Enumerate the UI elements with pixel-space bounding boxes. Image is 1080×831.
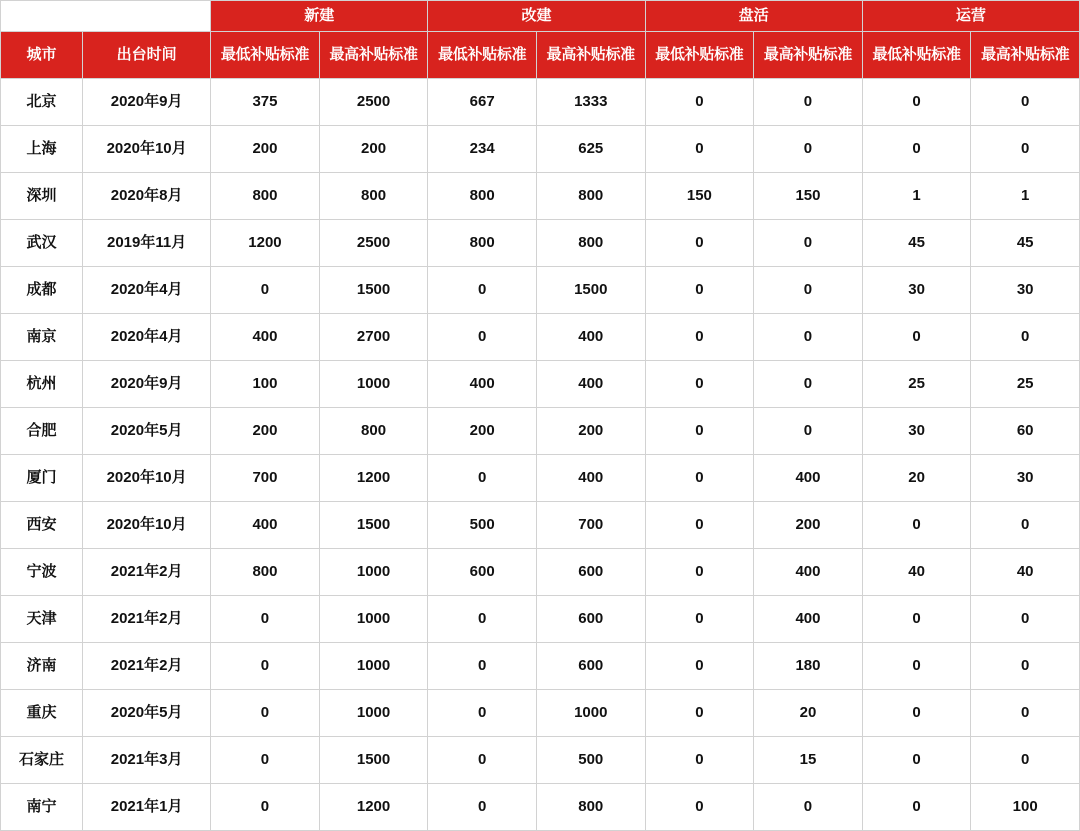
cell-revitalization-min: 0 <box>645 126 754 173</box>
cell-revitalization-min: 0 <box>645 79 754 126</box>
cell-city: 合肥 <box>1 408 83 455</box>
cell-operation-min: 0 <box>862 737 971 784</box>
cell-new-build-max: 2500 <box>319 79 428 126</box>
cell-renovation-min: 800 <box>428 173 537 220</box>
cell-renovation-min: 0 <box>428 455 537 502</box>
cell-renovation-max: 1333 <box>536 79 645 126</box>
cell-renovation-max: 1000 <box>536 690 645 737</box>
cell-new-build-min: 0 <box>211 596 320 643</box>
column-header-operation-max: 最高补贴标准 <box>971 32 1080 79</box>
cell-operation-max: 0 <box>971 126 1080 173</box>
table-row <box>1 690 1080 737</box>
column-header-operation-min: 最低补贴标准 <box>862 32 971 79</box>
cell-operation-max: 0 <box>971 502 1080 549</box>
cell-revitalization-min: 150 <box>645 173 754 220</box>
cell-revitalization-min: 0 <box>645 643 754 690</box>
cell-new-build-min: 400 <box>211 314 320 361</box>
cell-renovation-max: 800 <box>536 173 645 220</box>
cell-renovation-min: 0 <box>428 314 537 361</box>
column-header-new-build-max: 最高补贴标准 <box>319 32 428 79</box>
cell-renovation-min: 234 <box>428 126 537 173</box>
cell-revitalization-max: 400 <box>754 549 863 596</box>
table-row <box>1 737 1080 784</box>
cell-issue-date: 2020年10月 <box>83 455 211 502</box>
cell-renovation-min: 400 <box>428 361 537 408</box>
cell-issue-date: 2020年4月 <box>83 267 211 314</box>
cell-issue-date: 2020年5月 <box>83 690 211 737</box>
cell-new-build-max: 2700 <box>319 314 428 361</box>
table-group-header-row <box>1 1 1080 32</box>
cell-city: 石家庄 <box>1 737 83 784</box>
cell-new-build-max: 1000 <box>319 549 428 596</box>
cell-revitalization-max: 0 <box>754 79 863 126</box>
cell-operation-min: 25 <box>862 361 971 408</box>
cell-revitalization-min: 0 <box>645 267 754 314</box>
cell-new-build-max: 1000 <box>319 643 428 690</box>
table-row <box>1 361 1080 408</box>
cell-operation-min: 0 <box>862 79 971 126</box>
cell-new-build-max: 1000 <box>319 361 428 408</box>
cell-city: 南京 <box>1 314 83 361</box>
cell-issue-date: 2021年2月 <box>83 643 211 690</box>
group-header-renovation: 改建 <box>428 1 645 32</box>
cell-revitalization-max: 20 <box>754 690 863 737</box>
cell-renovation-max: 200 <box>536 408 645 455</box>
table-header <box>1 1 1080 79</box>
header-blank-corner <box>1 1 211 32</box>
cell-revitalization-min: 0 <box>645 220 754 267</box>
cell-city: 武汉 <box>1 220 83 267</box>
cell-new-build-max: 800 <box>319 408 428 455</box>
table-row <box>1 126 1080 173</box>
cell-new-build-min: 0 <box>211 737 320 784</box>
cell-revitalization-max: 0 <box>754 220 863 267</box>
cell-renovation-max: 400 <box>536 361 645 408</box>
column-header-city: 城市 <box>1 32 83 79</box>
cell-renovation-max: 1500 <box>536 267 645 314</box>
cell-revitalization-min: 0 <box>645 502 754 549</box>
table-row <box>1 784 1080 831</box>
cell-new-build-max: 1500 <box>319 267 428 314</box>
cell-operation-max: 0 <box>971 643 1080 690</box>
cell-operation-min: 30 <box>862 408 971 455</box>
cell-renovation-max: 625 <box>536 126 645 173</box>
cell-revitalization-max: 0 <box>754 361 863 408</box>
column-header-revitalization-min: 最低补贴标准 <box>645 32 754 79</box>
cell-city: 济南 <box>1 643 83 690</box>
cell-new-build-max: 1500 <box>319 502 428 549</box>
cell-operation-max: 0 <box>971 79 1080 126</box>
cell-new-build-min: 400 <box>211 502 320 549</box>
table-row <box>1 408 1080 455</box>
cell-renovation-max: 800 <box>536 784 645 831</box>
cell-new-build-max: 1200 <box>319 455 428 502</box>
cell-issue-date: 2020年4月 <box>83 314 211 361</box>
cell-revitalization-min: 0 <box>645 455 754 502</box>
group-header-new-build: 新建 <box>211 1 428 32</box>
column-header-revitalization-max: 最高补贴标准 <box>754 32 863 79</box>
cell-revitalization-max: 15 <box>754 737 863 784</box>
cell-new-build-min: 700 <box>211 455 320 502</box>
column-header-renovation-max: 最高补贴标准 <box>536 32 645 79</box>
cell-revitalization-max: 0 <box>754 784 863 831</box>
cell-renovation-max: 500 <box>536 737 645 784</box>
cell-issue-date: 2019年11月 <box>83 220 211 267</box>
group-header-operation: 运营 <box>862 1 1079 32</box>
cell-operation-max: 45 <box>971 220 1080 267</box>
cell-city: 天津 <box>1 596 83 643</box>
cell-city: 宁波 <box>1 549 83 596</box>
cell-renovation-min: 600 <box>428 549 537 596</box>
table-row <box>1 173 1080 220</box>
cell-operation-max: 40 <box>971 549 1080 596</box>
cell-operation-min: 30 <box>862 267 971 314</box>
cell-new-build-max: 200 <box>319 126 428 173</box>
cell-operation-max: 25 <box>971 361 1080 408</box>
cell-operation-max: 30 <box>971 267 1080 314</box>
group-header-revitalization: 盘活 <box>645 1 862 32</box>
cell-operation-max: 30 <box>971 455 1080 502</box>
cell-city: 杭州 <box>1 361 83 408</box>
cell-issue-date: 2020年10月 <box>83 126 211 173</box>
cell-revitalization-min: 0 <box>645 361 754 408</box>
cell-operation-min: 0 <box>862 596 971 643</box>
cell-operation-max: 0 <box>971 737 1080 784</box>
cell-renovation-min: 800 <box>428 220 537 267</box>
cell-operation-min: 0 <box>862 126 971 173</box>
cell-new-build-min: 0 <box>211 784 320 831</box>
column-header-new-build-min: 最低补贴标准 <box>211 32 320 79</box>
cell-operation-min: 0 <box>862 690 971 737</box>
cell-revitalization-min: 0 <box>645 690 754 737</box>
cell-renovation-min: 0 <box>428 643 537 690</box>
cell-renovation-min: 0 <box>428 784 537 831</box>
table-row <box>1 596 1080 643</box>
cell-new-build-max: 1000 <box>319 596 428 643</box>
cell-revitalization-min: 0 <box>645 737 754 784</box>
cell-revitalization-max: 200 <box>754 502 863 549</box>
cell-renovation-min: 500 <box>428 502 537 549</box>
cell-revitalization-min: 0 <box>645 549 754 596</box>
cell-renovation-max: 700 <box>536 502 645 549</box>
cell-city: 西安 <box>1 502 83 549</box>
cell-city: 成都 <box>1 267 83 314</box>
cell-renovation-min: 0 <box>428 267 537 314</box>
cell-renovation-min: 667 <box>428 79 537 126</box>
cell-issue-date: 2020年5月 <box>83 408 211 455</box>
cell-new-build-min: 200 <box>211 126 320 173</box>
table-row <box>1 314 1080 361</box>
cell-revitalization-max: 150 <box>754 173 863 220</box>
cell-revitalization-max: 400 <box>754 455 863 502</box>
cell-new-build-min: 1200 <box>211 220 320 267</box>
table-row <box>1 502 1080 549</box>
cell-operation-max: 0 <box>971 314 1080 361</box>
table-row <box>1 79 1080 126</box>
cell-city: 重庆 <box>1 690 83 737</box>
cell-revitalization-min: 0 <box>645 784 754 831</box>
cell-issue-date: 2020年9月 <box>83 79 211 126</box>
cell-city: 厦门 <box>1 455 83 502</box>
cell-operation-min: 0 <box>862 502 971 549</box>
table-row <box>1 455 1080 502</box>
cell-new-build-max: 2500 <box>319 220 428 267</box>
table-body <box>1 79 1080 831</box>
cell-revitalization-min: 0 <box>645 408 754 455</box>
cell-new-build-min: 375 <box>211 79 320 126</box>
cell-operation-min: 1 <box>862 173 971 220</box>
cell-renovation-max: 400 <box>536 455 645 502</box>
cell-revitalization-max: 180 <box>754 643 863 690</box>
cell-issue-date: 2021年3月 <box>83 737 211 784</box>
cell-operation-max: 60 <box>971 408 1080 455</box>
cell-issue-date: 2021年1月 <box>83 784 211 831</box>
cell-issue-date: 2021年2月 <box>83 549 211 596</box>
cell-operation-max: 0 <box>971 690 1080 737</box>
cell-new-build-min: 0 <box>211 643 320 690</box>
cell-renovation-max: 600 <box>536 596 645 643</box>
cell-renovation-min: 200 <box>428 408 537 455</box>
cell-operation-min: 45 <box>862 220 971 267</box>
cell-renovation-max: 600 <box>536 549 645 596</box>
table-row <box>1 549 1080 596</box>
cell-revitalization-max: 0 <box>754 314 863 361</box>
column-header-renovation-min: 最低补贴标准 <box>428 32 537 79</box>
cell-new-build-min: 0 <box>211 690 320 737</box>
cell-new-build-min: 100 <box>211 361 320 408</box>
cell-renovation-min: 0 <box>428 690 537 737</box>
cell-new-build-max: 1000 <box>319 690 428 737</box>
cell-new-build-max: 1200 <box>319 784 428 831</box>
cell-operation-max: 1 <box>971 173 1080 220</box>
cell-revitalization-max: 0 <box>754 408 863 455</box>
cell-renovation-min: 0 <box>428 596 537 643</box>
cell-renovation-min: 0 <box>428 737 537 784</box>
cell-new-build-max: 800 <box>319 173 428 220</box>
cell-operation-min: 40 <box>862 549 971 596</box>
cell-new-build-min: 800 <box>211 549 320 596</box>
cell-revitalization-max: 400 <box>754 596 863 643</box>
cell-issue-date: 2021年2月 <box>83 596 211 643</box>
cell-revitalization-min: 0 <box>645 314 754 361</box>
cell-issue-date: 2020年10月 <box>83 502 211 549</box>
table-row <box>1 220 1080 267</box>
cell-new-build-min: 800 <box>211 173 320 220</box>
cell-new-build-min: 200 <box>211 408 320 455</box>
cell-city: 南宁 <box>1 784 83 831</box>
cell-revitalization-max: 0 <box>754 126 863 173</box>
cell-revitalization-min: 0 <box>645 596 754 643</box>
table-row <box>1 643 1080 690</box>
cell-revitalization-max: 0 <box>754 267 863 314</box>
cell-operation-min: 0 <box>862 643 971 690</box>
cell-new-build-max: 1500 <box>319 737 428 784</box>
cell-issue-date: 2020年9月 <box>83 361 211 408</box>
cell-renovation-max: 800 <box>536 220 645 267</box>
cell-city: 北京 <box>1 79 83 126</box>
column-header-issue-date: 出台时间 <box>83 32 211 79</box>
cell-new-build-min: 0 <box>211 267 320 314</box>
cell-city: 上海 <box>1 126 83 173</box>
cell-city: 深圳 <box>1 173 83 220</box>
cell-renovation-max: 600 <box>536 643 645 690</box>
cell-operation-min: 0 <box>862 314 971 361</box>
cell-operation-min: 20 <box>862 455 971 502</box>
table-sub-header-row <box>1 32 1080 79</box>
cell-operation-min: 0 <box>862 784 971 831</box>
cell-issue-date: 2020年8月 <box>83 173 211 220</box>
cell-renovation-max: 400 <box>536 314 645 361</box>
table-row <box>1 267 1080 314</box>
cell-operation-max: 100 <box>971 784 1080 831</box>
cell-operation-max: 0 <box>971 596 1080 643</box>
